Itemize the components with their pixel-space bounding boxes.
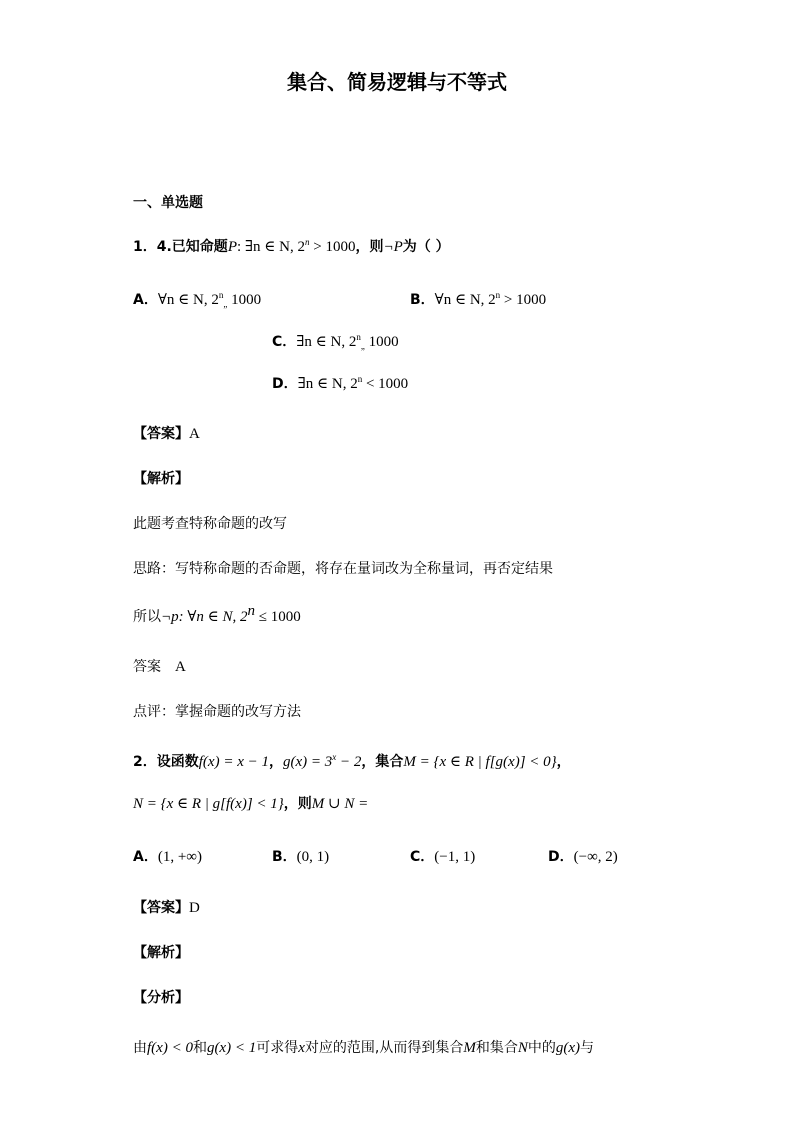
- analysis-label: 【解析】: [133, 471, 189, 487]
- function-f: f(x) = x − 1: [198, 754, 269, 770]
- negation-math: ¬P: [383, 239, 403, 255]
- answer-value: D: [189, 900, 200, 916]
- answer-label: 【答案】: [133, 426, 189, 442]
- question-text: 4.已知命题: [156, 239, 228, 255]
- comment-text: 点评：掌握命题的改写方法: [133, 704, 301, 720]
- set-m: M = {x ∈ R | f[g(x)] < 0}: [403, 754, 557, 770]
- analysis-text: 此题考查特称命题的改写: [133, 516, 287, 532]
- union-expression: M ∪ N =: [311, 796, 369, 812]
- q2-analysis-label: 【解析】: [133, 945, 189, 961]
- section-heading: 一、单选题: [133, 195, 203, 211]
- question-number: 2．: [133, 754, 157, 770]
- question-2-stem: 2．设函数f(x) = x − 1，$g(x) = 3^x - 2$，集合M = {x ∈ R | f[g(x)] < 0}，: [133, 752, 571, 770]
- answer-label: 【答案】: [133, 900, 189, 916]
- answer-line: [133, 427, 200, 442]
- analysis-conclusion: 所以¬p: ∀n ∈ N, $2^n \le 1000$: [133, 603, 301, 625]
- q2-fenxi-label: 【分析】: [133, 990, 189, 1006]
- option-c[interactable]: C．∃n ∈ N, $2^n_„$ 1000: [272, 332, 399, 351]
- question-number: 1．: [133, 239, 157, 255]
- q2-option-d[interactable]: D．(−∞, 2): [548, 849, 618, 865]
- q2-option-b[interactable]: B．(0, 1): [272, 849, 330, 865]
- option-d[interactable]: D．∃n ∈ N, $2^n < 1000$: [272, 374, 409, 392]
- analysis-thinking: 思路：写特称命题的否命题，将存在量词改为全称量词，再否定结果: [133, 561, 553, 577]
- option-b[interactable]: B．∀n ∈ N, $2^n > 1000$: [410, 290, 547, 308]
- q2-answer-line: [133, 901, 200, 916]
- question-2-stem-line2: N = {x ∈ R | g[f(x)] < 1}，则M ∪ N =: [133, 796, 369, 812]
- answer-repeat: 答案 A: [133, 659, 186, 675]
- q2-analysis-text: 由f(x) < 0和g(x) < 1可求得x对应的范围,从而得到集合M和集合N中的g(x)与: [133, 1040, 595, 1056]
- proposition-math: P: ∃n ∈ N, $2^n > 1000$: [227, 237, 356, 255]
- question-1-stem: 1．4.已知命题P: ∃n ∈ N, $2^n > 1000$，则¬P为（ ）: [133, 237, 450, 255]
- option-a[interactable]: A．∀n ∈ N, $2^n_„$ 1000: [133, 290, 262, 309]
- q2-option-c[interactable]: C．(−1, 1): [410, 849, 476, 865]
- page-title: 集合、简易逻辑与不等式: [287, 70, 507, 94]
- answer-value: A: [189, 426, 200, 442]
- q2-option-a[interactable]: A．(1, +∞): [133, 849, 202, 865]
- set-n: N = {x ∈ R | g[f(x)] < 1}: [133, 796, 284, 812]
- function-g: $g(x) = 3^x - 2$: [282, 752, 362, 770]
